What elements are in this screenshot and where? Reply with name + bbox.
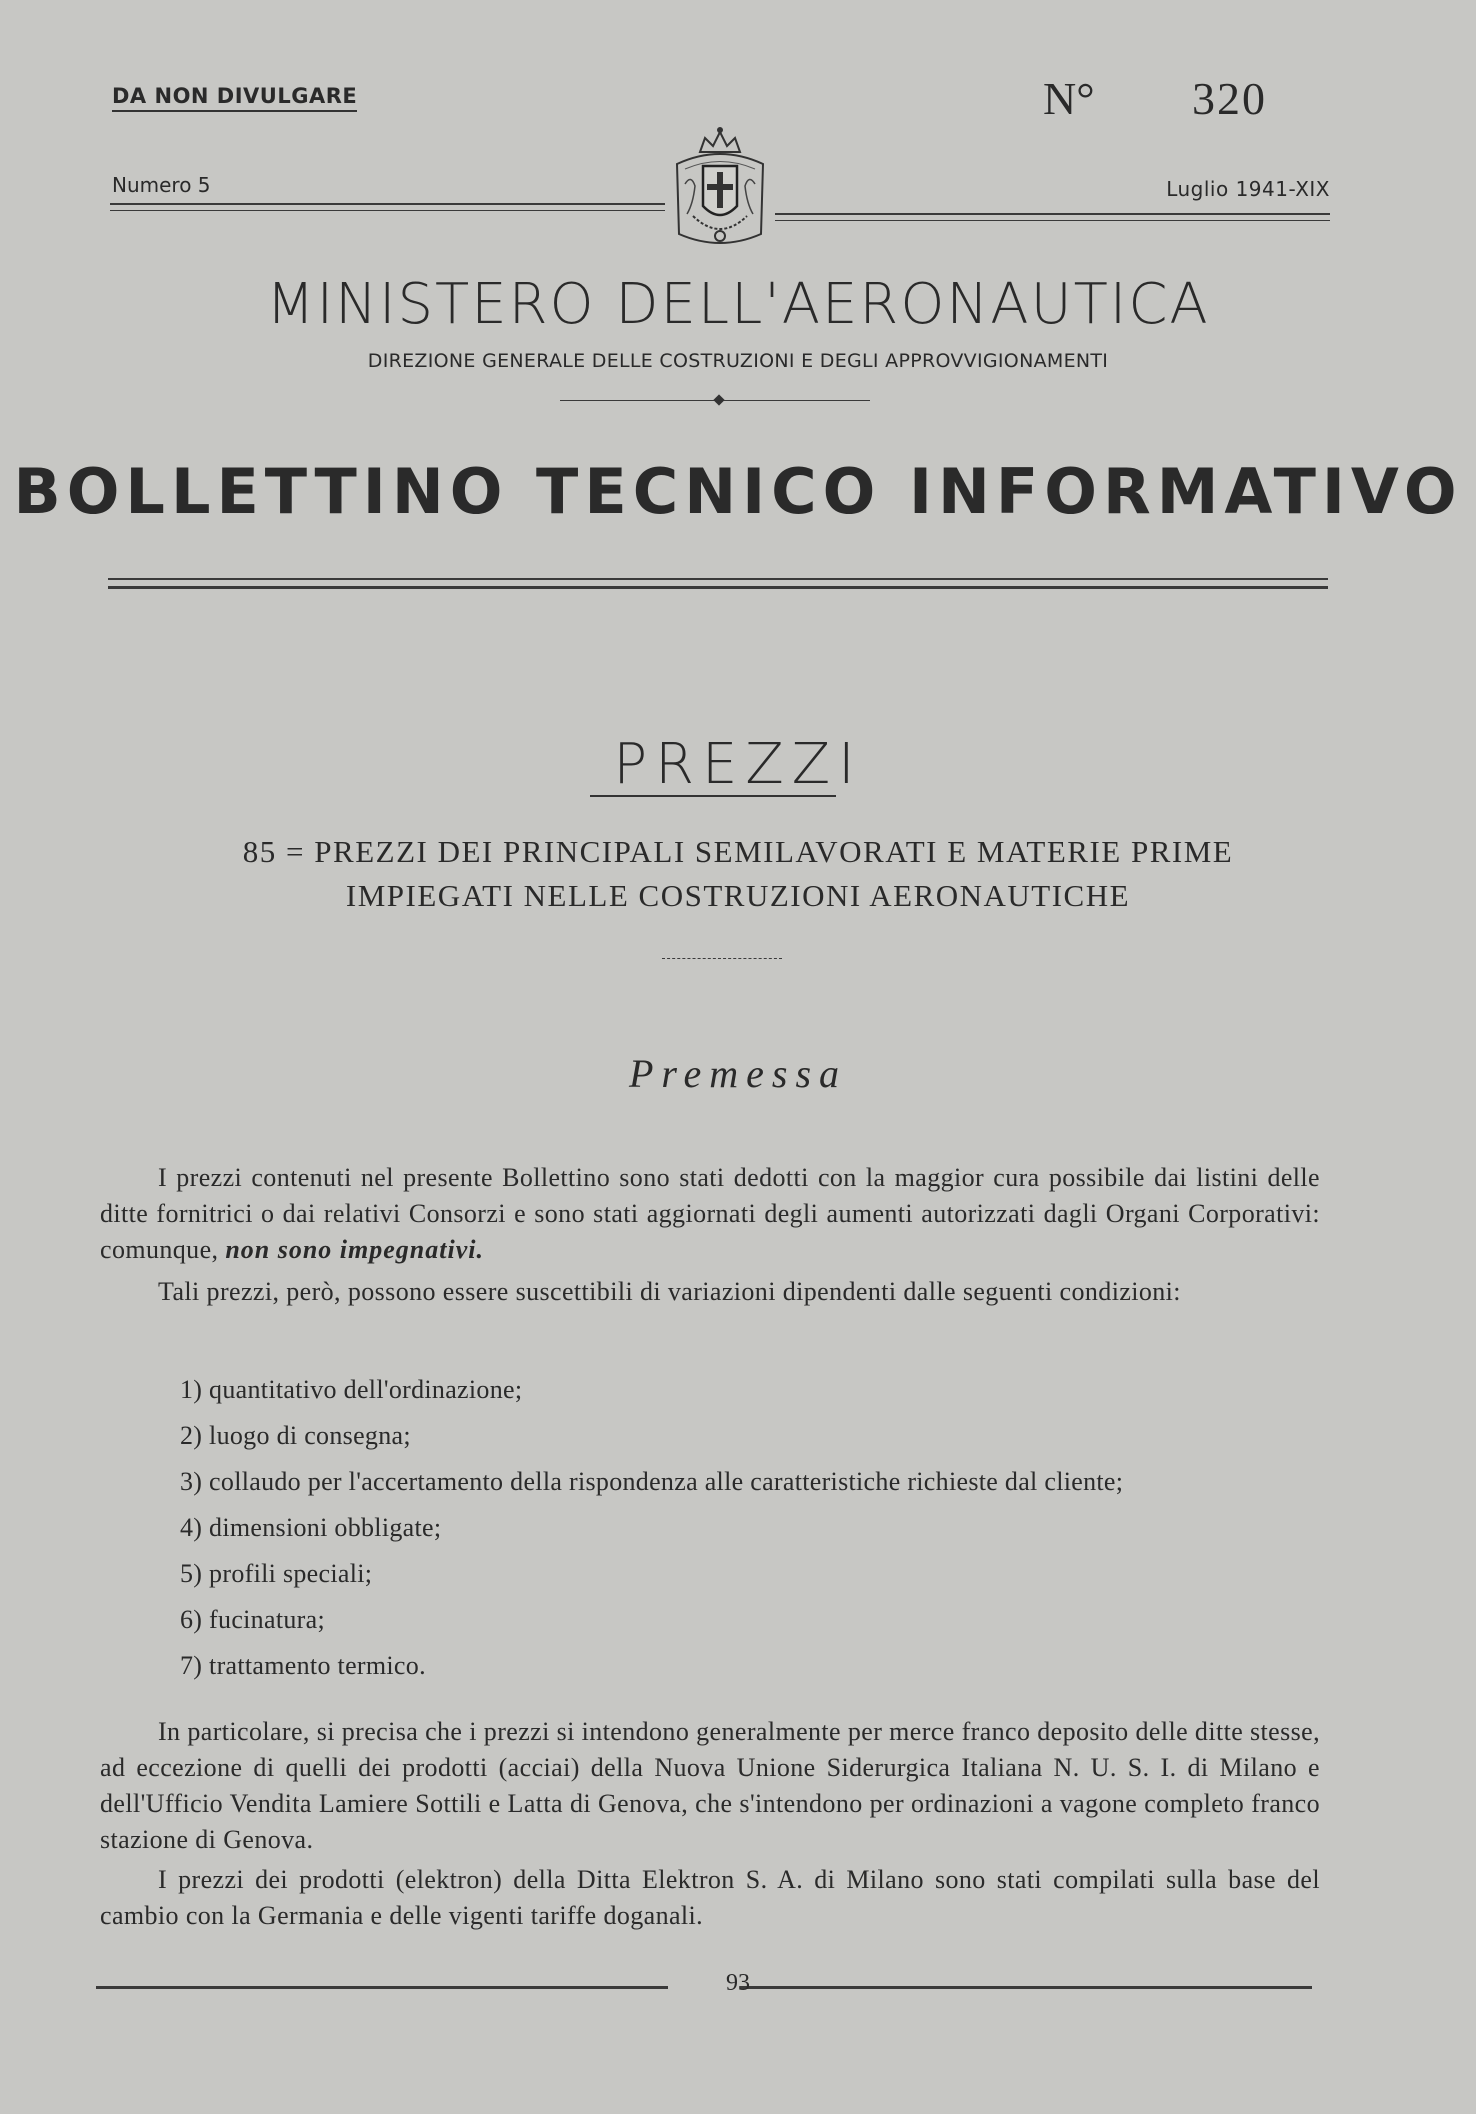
list-item: 4) dimensioni obbligate; — [180, 1513, 442, 1542]
section-subtitle — [100, 834, 1376, 914]
masthead-rule-bottom — [108, 586, 1328, 589]
list-item: 2) luogo di consegna; — [180, 1421, 411, 1450]
issue-date: Luglio 1941-XIX — [1166, 177, 1330, 201]
list-item: 1) quantitativo dell'ordinazione; — [180, 1375, 523, 1404]
section-title: PREZZI — [613, 732, 863, 797]
list-item: 7) trattamento termico. — [180, 1651, 426, 1680]
bulletin-number: 320 — [1192, 73, 1267, 124]
premise-title: Premessa — [628, 1051, 848, 1096]
header-rule-right-top — [775, 213, 1330, 215]
premise-p1-emphasis: non sono impegnativi. — [225, 1235, 484, 1264]
header-rule-right-bottom — [775, 220, 1330, 221]
classification-label: DA NON DIVULGARE — [112, 84, 357, 112]
list-item: 6) fucinatura; — [180, 1605, 325, 1634]
header-rule-left-top — [110, 203, 665, 205]
subtitle-divider — [662, 958, 782, 959]
premise-p2-text: Tali prezzi, però, possono essere suscettibili di variazioni dipendenti dalle seguenti condizioni: — [158, 1277, 1181, 1306]
conditions-list — [180, 1367, 1330, 1689]
premise-paragraph-1 — [100, 1160, 1320, 1268]
number-label: N° — [1043, 73, 1095, 124]
list-item: 5) profili speciali; — [180, 1559, 373, 1588]
premise-paragraph-2 — [100, 1274, 1320, 1310]
subtitle-line-2: IMPIEGATI NELLE COSTRUZIONI AERONAUTICHE — [345, 878, 1131, 913]
premise-paragraph-4 — [100, 1862, 1320, 1934]
premise-paragraph-3 — [100, 1714, 1320, 1858]
ministry-title: MINISTERO DELL'AERONAUTICA — [266, 272, 1210, 337]
subtitle-line-1: 85 = PREZZI DEI PRINCIPALI SEMILAVORATI E MATERIE PRIME — [242, 834, 1234, 869]
section-title-underline — [590, 795, 836, 797]
masthead-rule-top — [108, 578, 1328, 580]
premise-p1-text: I prezzi contenuti nel presente Bollettino sono stati dedotti con la maggior cura possibile dai listini delle ditte fornitrici o dai relativi Consorzi e sono stati aggiornati degli aumenti autorizzati dagli Organi Corporativi: comunque, — [100, 1163, 1320, 1264]
bulletin-title: BOLLETTINO TECNICO INFORMATIVO — [13, 455, 1463, 528]
issue-number: Numero 5 — [112, 173, 211, 197]
royal-coat-of-arms-icon — [665, 124, 775, 256]
premise-p3-text: In particolare, si precisa che i prezzi si intendono generalmente per merce franco deposito delle ditte stesse, ad eccezione di quelli dei prodotti (acciai) della Nuova Unione Siderurgica Italiana N. U. S. I. di Milano e dell'Ufficio Vendita Lamiere Sottili e Latta di Genova, che s'intendono per ordinazioni a vagone completo franco stazione di Genova. — [100, 1717, 1320, 1854]
header-rule-left-bottom — [110, 210, 665, 211]
direction-subtitle: DIREZIONE GENERALE DELLE COSTRUZIONI E DEGLI APPROVVIGIONAMENTI — [367, 350, 1109, 372]
list-item: 3) collaudo per l'accertamento della rispondenza alle caratteristiche richieste dal cliente; — [180, 1467, 1124, 1496]
premise-p4-text: I prezzi dei prodotti (elektron) della Ditta Elektron S. A. di Milano sono stati compilati sulla base del cambio con la Germania e delle vigenti tariffe doganali. — [100, 1865, 1320, 1930]
page-number: 93 — [726, 1970, 750, 1996]
ornament-diamond-icon — [713, 394, 724, 405]
